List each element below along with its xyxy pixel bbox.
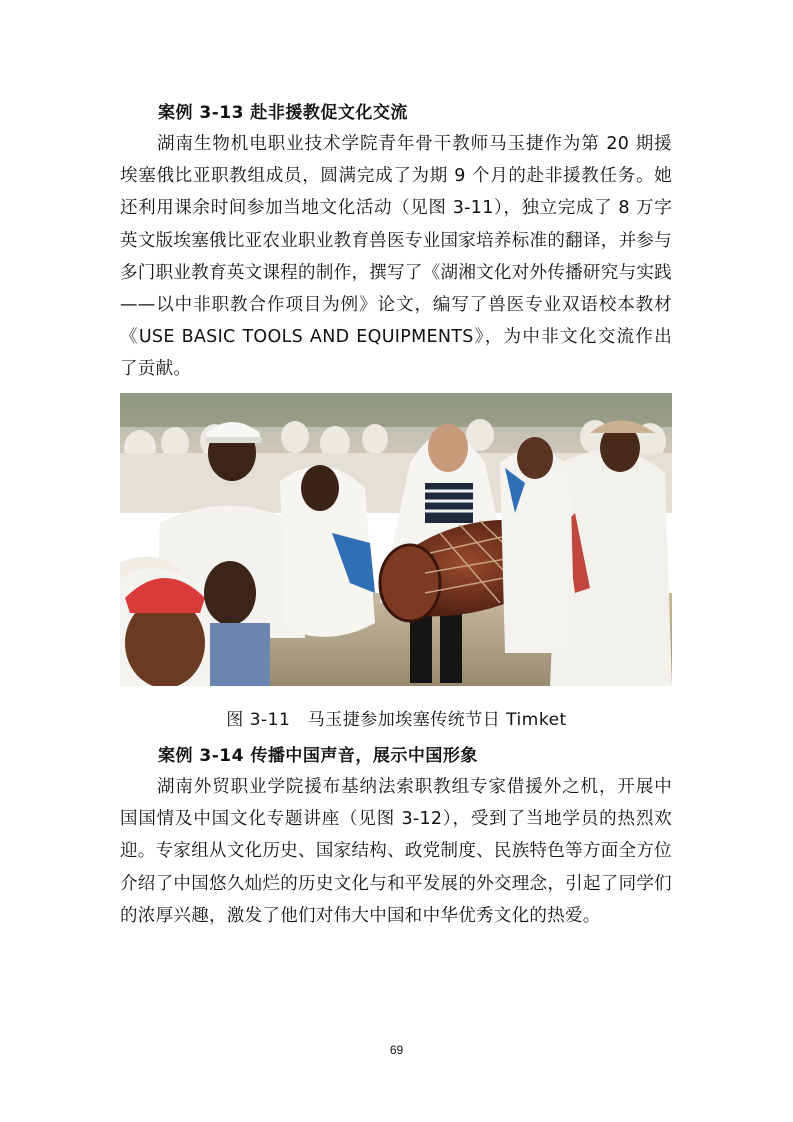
page-number: 69 bbox=[389, 1043, 404, 1057]
case-3-14-body: 湖南外贸职业学院援布基纳法索职教组专家借援外之机，开展中国国情及中国文化专题讲座（见图 3-12），受到了当地学员的热烈欢迎。专家组从文化历史、国家结构、政党制度、民族特色等方面全方位介绍了中国悠久灿烂的历史文化与和平发展的外交理念，引起了同学们的浓厚兴趣，激发了他们对伟大中国和中华优秀文化的热爱。 bbox=[120, 777, 672, 926]
figure-caption: 图 3-11 马玉捷参加埃塞传统节日 Timket bbox=[226, 710, 567, 730]
case-3-13-heading: 案例 3-13 赴非援教促文化交流 bbox=[158, 103, 408, 123]
woman-left-scarf bbox=[280, 465, 375, 637]
case-3-14-heading: 案例 3-14 传播中国声音，展示中国形象 bbox=[158, 746, 478, 766]
festival-photo bbox=[120, 393, 672, 686]
woman-mid-right-blue bbox=[500, 437, 575, 653]
figure-photo bbox=[120, 393, 672, 686]
case-3-13-body: 湖南生物机电职业技术学院青年骨干教师马玉捷作为第 20 期援埃塞俄比亚职教组成员，圆满完成了为期 9 个月的赴非援教任务。她还利用课余时间参加当地文化活动（见图 3-11），独立完成了 8 万字英文版埃塞俄比亚农业职业教育兽医专业国家培养标准的翻译，并参与多门职业教育英文课程的制作，撰写了《湖湘文化对外传播研究与实践——以中非职教合作项目为例》论文，编写了兽医专业双语校本教材《USE BASIC TOOLS AND EQUIPMENTS》，为中非文化交流作出了贡献。 bbox=[120, 134, 672, 380]
